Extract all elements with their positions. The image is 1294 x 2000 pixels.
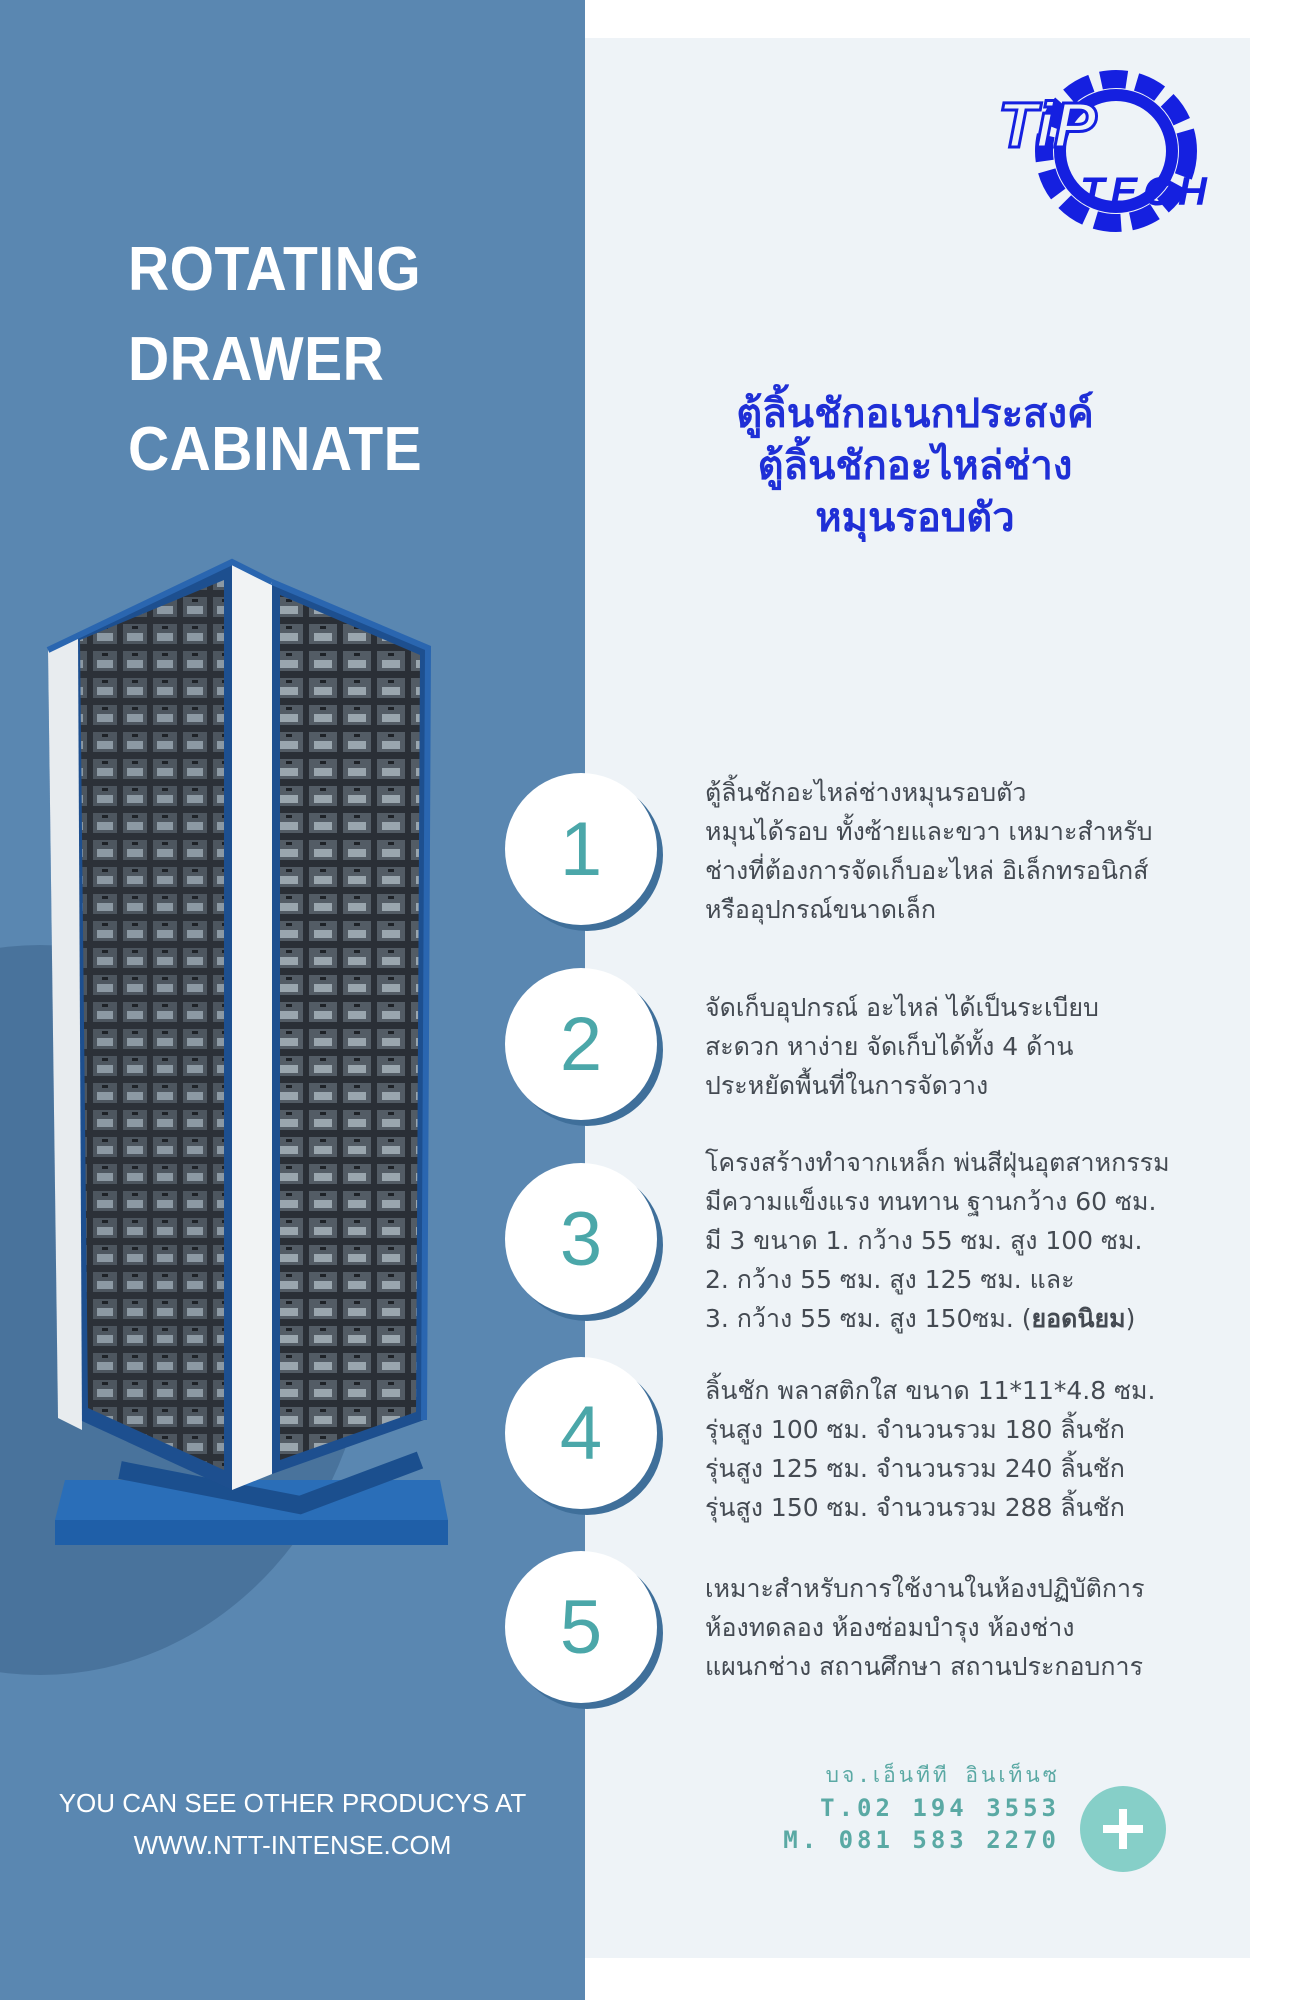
feature-line: เหมาะสำหรับการใช้งานในห้องปฏิบัติการ (705, 1574, 1145, 1603)
telephone[interactable]: T.02 194 3553 (820, 1794, 1060, 1822)
website-link[interactable]: WWW.NTT-INTENSE.COM (133, 1830, 452, 1860)
subtitle-line-3: หมุนรอบตัว (815, 495, 1015, 541)
feature-line: ตู้ลิ้นชักอะไหล่ช่างหมุนรอบตัว (705, 778, 1027, 807)
contact-info (780, 1758, 1060, 1856)
footer-line-1: YOU CAN SEE OTHER PRODUCYS AT (58, 1788, 527, 1818)
feature-number: 1 (559, 806, 603, 892)
feature-line: มี 3 ขนาด 1. กว้าง 55 ซม. สูง 100 ซม. (705, 1226, 1143, 1255)
plus-icon (1101, 1807, 1145, 1851)
popular-label: ยอดนิยม (1031, 1304, 1126, 1333)
subtitle-line-1: ตู้ลิ้นชักอเนกประสงค์ (736, 391, 1094, 437)
company-name: บจ.เอ็นทีที อินเท็นซ (825, 1763, 1060, 1787)
logo-text-tip: TiP (998, 89, 1097, 161)
feature-line: โครงสร้างทำจากเหล็ก พ่นสีฝุ่นอุตสาหกรรม (705, 1148, 1170, 1177)
tiptech-logo (998, 55, 1250, 245)
feature-text (705, 773, 1205, 929)
feature-number-circle (505, 1551, 657, 1703)
feature-line (705, 1299, 1205, 1338)
left-panel (0, 0, 585, 2000)
feature-line: หมุนได้รอบ ทั้งซ้ายและขวา เหมาะสำหรับ (705, 817, 1153, 846)
feature-line: ช่างที่ต้องการจัดเก็บอะไหล่ อิเล็กทรอนิกส์ (705, 856, 1149, 885)
feature-line: จัดเก็บอุปกรณ์ อะไหล่ ได้เป็นระเบียบ (705, 993, 1099, 1022)
title-line-2: DRAWER (128, 325, 385, 394)
feature-line: รุ่นสูง 125 ซม. จำนวนรวม 240 ลิ้นชัก (705, 1454, 1125, 1483)
feature-number: 5 (559, 1584, 603, 1670)
title-line-3: CABINATE (128, 415, 423, 484)
title-line-1: ROTATING (128, 235, 422, 304)
feature-line: ประหยัดพื้นที่ในการจัดวาง (705, 1071, 989, 1100)
feature-line: ห้องทดลอง ห้องซ่อมบำรุง ห้องช่าง (705, 1613, 1075, 1642)
feature-text (705, 1371, 1205, 1527)
footer-website-note (0, 1782, 585, 1866)
feature-number-circle (505, 968, 657, 1120)
feature-line: สะดวก หาง่าย จัดเก็บได้ทั้ง 4 ด้าน (705, 1032, 1074, 1061)
cabinet-illustration (0, 0, 585, 1560)
feature-number: 3 (559, 1196, 603, 1282)
feature-line: มีความแข็งแรง ทนทาน ฐานกว้าง 60 ซม. (705, 1187, 1157, 1216)
feature-text (705, 1143, 1205, 1338)
plus-button[interactable] (1080, 1786, 1166, 1872)
subtitle-line-2: ตู้ลิ้นชักอะไหล่ช่าง (757, 443, 1073, 489)
feature-line: ลิ้นชัก พลาสติกใส ขนาด 11*11*4.8 ซม. (705, 1376, 1156, 1405)
feature-number-circle (505, 1163, 657, 1315)
mobile-phone[interactable]: M. 081 583 2270 (783, 1826, 1060, 1854)
feature-line: รุ่นสูง 150 ซม. จำนวนรวม 288 ลิ้นชัก (705, 1493, 1125, 1522)
feature-text (705, 988, 1205, 1105)
feature-number-circle (505, 773, 657, 925)
thai-subtitle (600, 388, 1230, 544)
feature-line-text: ) (1125, 1304, 1136, 1333)
feature-number: 4 (559, 1390, 603, 1476)
feature-line: รุ่นสูง 100 ซม. จำนวนรวม 180 ลิ้นชัก (705, 1415, 1125, 1444)
logo-text-tech: TECH (1080, 170, 1213, 214)
feature-number: 2 (559, 1001, 603, 1087)
feature-line: หรืออุปกรณ์ขนาดเล็ก (705, 895, 937, 924)
feature-line-text: 3. กว้าง 55 ซม. สูง 150ซม. ( (705, 1304, 1032, 1333)
feature-line: แผนกช่าง สถานศึกษา สถานประกอบการ (705, 1652, 1144, 1681)
feature-number-circle (505, 1357, 657, 1509)
feature-line: 2. กว้าง 55 ซม. สูง 125 ซม. และ (705, 1265, 1075, 1294)
feature-text (705, 1569, 1205, 1686)
